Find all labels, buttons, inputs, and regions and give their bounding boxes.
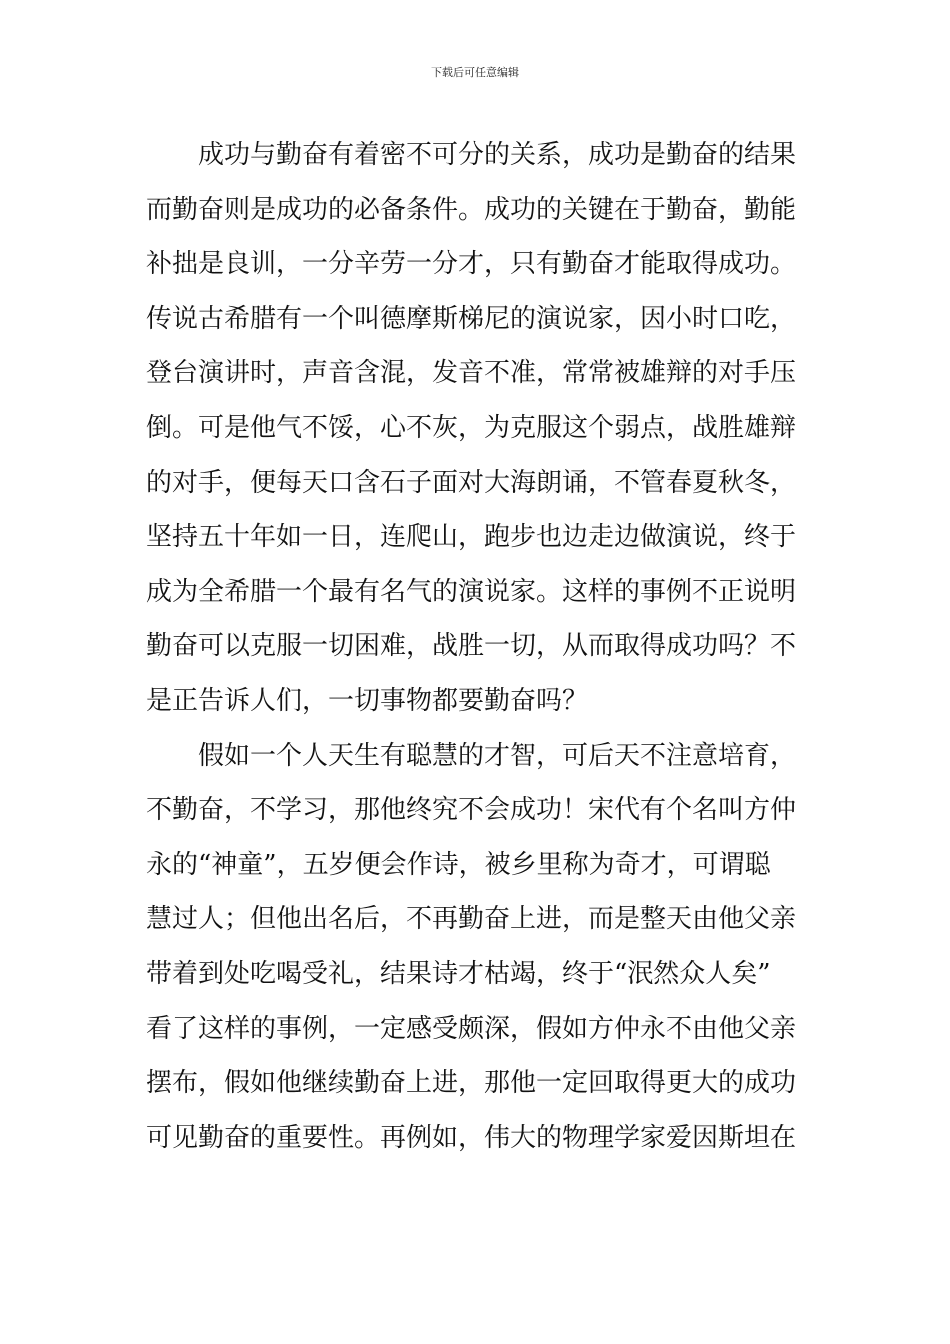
document-body xyxy=(146,128,811,1165)
text-line: 可见勤奋的重要性。再例如，伟大的物理学家爱因斯坦在 xyxy=(146,1122,797,1153)
text-line: 慧过人；但他出名后，不再勤奋上进，而是整天由他父亲 xyxy=(146,904,797,935)
text-line: 而勤奋则是成功的必备条件。成功的关键在于勤奋，勤能 xyxy=(146,194,797,225)
text-line: 坚持五十年如一日，连爬山，跑步也边走边做演说，终于 xyxy=(146,522,797,553)
text-line: 补拙是良训，一分辛劳一分才，只有勤奋才能取得成功。 xyxy=(146,249,797,280)
text-line: 是正告诉人们，一切事物都要勤奋吗？ xyxy=(146,685,589,716)
text-line: 假如一个人天生有聪慧的才智，可后天不注意培育， xyxy=(198,740,797,771)
text-line: 成功与勤奋有着密不可分的关系，成功是勤奋的结果 xyxy=(198,140,797,170)
text-line: 带着到处吃喝受礼，结果诗才枯竭，终于“泯然众人矣” xyxy=(146,958,771,989)
text-line: 勤奋可以克服一切困难，战胜一切，从而取得成功吗？不 xyxy=(146,631,797,662)
text-line: 成为全希腊一个最有名气的演说家。这样的事例不正说明 xyxy=(146,576,797,607)
text-line: 登台演讲时，声音含混，发音不准，常常被雄辩的对手压 xyxy=(146,358,797,389)
text-line: 永的“神童”，五岁便会作诗，被乡里称为奇才，可谓聪 xyxy=(146,849,771,880)
text-line: 倒。可是他气不馁，心不灰，为克服这个弱点，战胜雄辩 xyxy=(146,412,797,443)
text-line: 摆布，假如他继续勤奋上进，那他一定回取得更大的成功 xyxy=(146,1068,797,1099)
paragraph xyxy=(146,729,811,1166)
page-header-note: 下载后可任意编辑 xyxy=(431,66,519,79)
paragraph xyxy=(146,128,811,729)
text-line: 看了这样的事例，一定感受颇深，假如方仲永不由他父亲 xyxy=(146,1013,797,1044)
text-line: 不勤奋，不学习，那他终究不会成功！宋代有个名叫方仲 xyxy=(146,795,797,826)
text-line: 传说古希腊有一个叫德摩斯梯尼的演说家，因小时口吃， xyxy=(146,303,797,334)
text-line: 的对手，便每天口含石子面对大海朗诵，不管春夏秋冬， xyxy=(146,467,797,498)
